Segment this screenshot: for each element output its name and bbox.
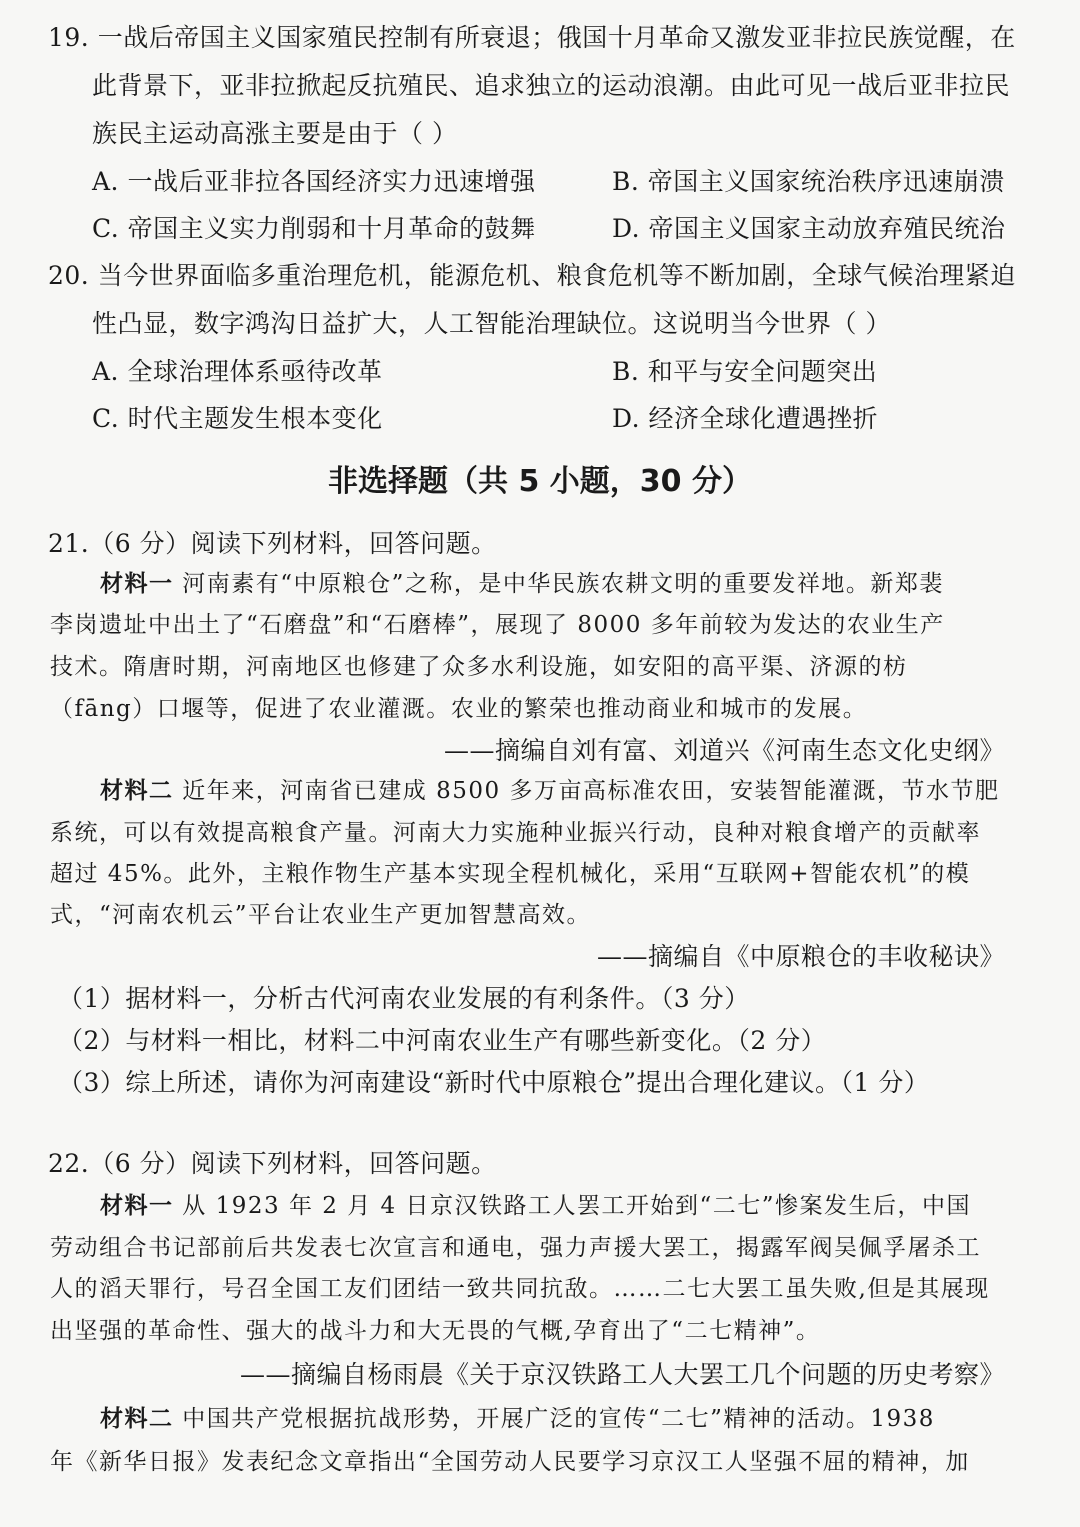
q22-material-2-first-line (100, 1403, 935, 1435)
q21-material-2-label: 材料二 (100, 777, 174, 804)
section-heading: 非选择题（共 5 小题，30 分） (328, 464, 752, 499)
q21-material-1-line-4: （fāng）口堰等，促进了农业灌溉。农业的繁荣也推动商业和城市的发展。 (50, 696, 868, 722)
q20-option-b: B. 和平与安全问题突出 (612, 357, 878, 386)
q21-material-1-line-3: 技术。隋唐时期，河南地区也修建了众多水利设施，如安阳的高平渠、济源的枋 (50, 654, 908, 680)
q19-line-1: 19. 一战后帝国主义国家殖民控制有所衰退；俄国十月革命又激发亚非拉民族觉醒，在 (48, 23, 1016, 52)
q22-material-1-first-line (100, 1190, 971, 1222)
q19-option-a: A. 一战后亚非拉各国经济实力迅速增强 (92, 167, 536, 196)
q22-material-1-text: 从 1923 年 2 月 4 日京汉铁路工人罢工开始到“二七”惨案发生后，中国 (173, 1193, 971, 1219)
q22-material-1-line-3: 人的滔天罪行，号召全国工友们团结一致共同抗敌。……二七大罢工虽失败,但是其展现 (50, 1276, 990, 1302)
q21-material-2-text: 近年来，河南省已建成 8500 多万亩高标准农田，安装智能灌溉，节水节肥 (173, 778, 1000, 804)
q21-material-1-first-line (100, 568, 944, 600)
q21-sub-question-3: （3）综上所述，请你为河南建设“新时代中原粮仓”提出合理化建议。（1 分） (58, 1068, 930, 1097)
q21-material-2-line-4: 式，“河南农机云”平台让农业生产更加智慧高效。 (50, 902, 592, 928)
q20-option-a: A. 全球治理体系亟待改革 (92, 357, 383, 386)
q21-sub-question-2: （2）与材料一相比，材料二中河南农业生产有哪些新变化。（2 分） (58, 1026, 827, 1055)
q21-sub-question-1: （1）据材料一，分析古代河南农业发展的有利条件。（3 分） (58, 984, 750, 1013)
q22-material-1-line-4: 出坚强的革命性、强大的战斗力和大无畏的气概,孕育出了“二七精神”。 (50, 1318, 821, 1344)
q21-material-1-line-2: 李岗遗址中出土了“石磨盘”和“石磨棒”，展现了 8000 多年前较为发达的农业生产 (50, 612, 945, 638)
q21-intro: 21.（6 分）阅读下列材料，回答问题。 (48, 529, 497, 558)
q22-material-1-source: ——摘编自杨雨晨《关于京汉铁路工人大罢工几个问题的历史考察》 (239, 1360, 1005, 1389)
q21-material-2-source: ——摘编自《中原粮仓的丰收秘诀》 (596, 942, 1005, 971)
q22-material-2-line-2: 年《新华日报》发表纪念文章指出“全国劳动人民要学习京汉工人坚强不屈的精神，加 (50, 1449, 970, 1475)
q20-line-2: 性凸显，数字鸿沟日益扩大，人工智能治理缺位。这说明当今世界（ ） (92, 309, 891, 338)
q20-option-d: D. 经济全球化遭遇挫折 (612, 404, 879, 433)
q19-option-c: C. 帝国主义实力削弱和十月革命的鼓舞 (92, 214, 536, 243)
q22-intro: 22.（6 分）阅读下列材料，回答问题。 (48, 1149, 497, 1178)
q22-material-1-label: 材料一 (100, 1192, 174, 1219)
q21-material-1-label: 材料一 (100, 570, 174, 597)
q21-material-2-first-line (100, 775, 999, 807)
q21-material-1-source: ——摘编自刘有富、刘道兴《河南生态文化史纲》 (443, 736, 1005, 765)
q21-material-1-text: 河南素有“中原粮仓”之称，是中华民族农耕文明的重要发祥地。新郑裴 (173, 571, 944, 597)
q19-option-b: B. 帝国主义国家统治秩序迅速崩溃 (612, 167, 1005, 196)
q22-material-2-label: 材料二 (100, 1405, 174, 1432)
q22-material-2-text: 中国共产党根据抗战形势，开展广泛的宣传“二七”精神的活动。1938 (173, 1406, 935, 1432)
q22-material-1-line-2: 劳动组合书记部前后共发表七次宣言和通电，强力声援大罢工，揭露军阀吴佩孚屠杀工 (50, 1235, 981, 1261)
q19-line-2: 此背景下，亚非拉掀起反抗殖民、追求独立的运动浪潮。由此可见一战后亚非拉民 (92, 71, 1011, 100)
q21-material-2-line-3: 超过 45%。此外，主粮作物生产基本实现全程机械化，采用“互联网+智能农机”的模 (50, 861, 971, 887)
q19-line-3: 族民主运动高涨主要是由于（ ） (92, 119, 458, 148)
q21-material-2-line-2: 系统，可以有效提高粮食产量。河南大力实施种业振兴行动，良种对粮食增产的贡献率 (50, 820, 981, 846)
q20-option-c: C. 时代主题发生根本变化 (92, 404, 383, 433)
q20-line-1: 20. 当今世界面临多重治理危机，能源危机、粮食危机等不断加剧，全球气候治理紧迫 (48, 261, 1016, 290)
q19-option-d: D. 帝国主义国家主动放弃殖民统治 (612, 214, 1006, 243)
